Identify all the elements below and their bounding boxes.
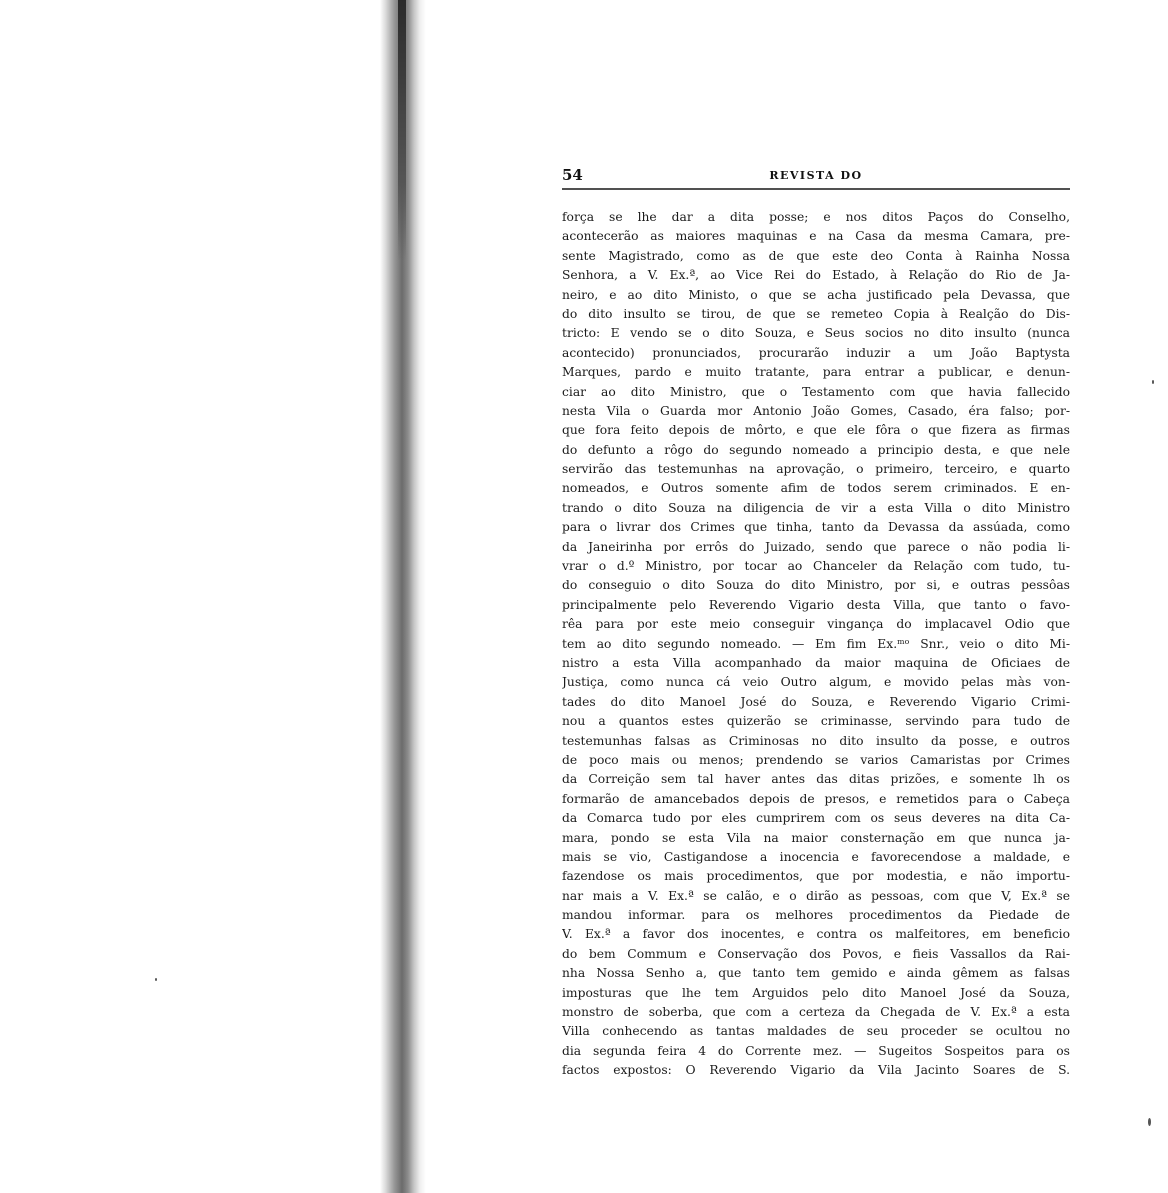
scan-speck [1152,380,1154,384]
text-line: mara, pondo se esta Vila na maior consternação em que nunca ja- [562,830,1070,845]
text-line: testemunhas falsas as Criminosas no dito insulto da posse, e outros [562,733,1070,748]
text-line: rêa para por este meio conseguir vingança do implacavel Odio que [562,617,1070,632]
text-line: V. Ex.ª a favor dos inocentes, e contra os malfeitores, em beneficio [562,927,1070,942]
text-line: força se lhe dar a dita posse; e nos ditos Paços do Conselho, [562,210,1070,224]
text-line: factos expostos: O Reverendo Vigario da Vila Jacinto Soares de S. [562,1063,1070,1078]
text-line: da Comarca tudo por eles cumprirem com os seus deveres na dita Ca- [562,811,1070,826]
text-line: neiro, e ao dito Ministo, o que se acha justificado pela Devassa, que [562,287,1070,302]
text-line: Justiça, como nunca cá veio Outro algum, e movido pelas màs von- [562,675,1070,690]
text-line: acontecerão as maiores maquinas e na Casa da mesma Camara, pre- [562,229,1070,244]
body-text [562,208,1070,1081]
text-line: nha Nossa Senho a, que tanto tem gemido e ainda gêmem as falsas [562,966,1070,981]
text-line: mais se vio, Castigandose a inocencia e favorecendose a maldade, e [562,849,1070,864]
text-line: mandou informar. para os melhores procedimentos da Piedade de [562,908,1070,923]
text-line: tricto: E vendo se o dito Souza, e Seus socios no dito insulto (nunca [562,326,1070,341]
text-line: para o livrar dos Crimes que tinha, tanto da Devassa da assúada, como [562,520,1070,535]
text-line: trando o dito Souza na diligencia de vir a esta Villa o dito Ministro [562,500,1070,515]
book-page [562,162,1070,1081]
text-line: tem ao dito segundo nomeado. — Em fim Ex.ᵐᵒ Snr., veio o dito Mi- [562,636,1070,651]
text-line: nesta Vila o Guarda mor Antonio João Gomes, Casado, éra falso; por- [562,403,1070,418]
scan-speck [155,978,157,981]
text-line: tades do dito Manoel José do Souza, e Reverendo Vigario Crimi- [562,694,1070,709]
text-line: do conseguio o dito Souza do dito Ministro, por si, e outras pessôas [562,578,1070,593]
text-line: que fora feito depois de môrto, e que ele fôra o que fizera as firmas [562,423,1070,438]
running-head: REVISTA DO [769,169,863,182]
text-line: acontecido) pronunciados, procurarão induzir a um João Baptysta [562,345,1070,360]
text-line: nistro a esta Villa acompanhado da maior maquina de Oficiaes de [562,655,1070,670]
page-number: 54 [562,166,583,184]
text-line: fazendose os mais procedimentos, que por modestia, e não importu- [562,869,1070,884]
text-line: sente Magistrado, como as de que este deo Conta à Rainha Nossa [562,248,1070,263]
text-line: principalmente pelo Reverendo Vigario desta Villa, que tanto o favo- [562,597,1070,612]
text-line: da Correição sem tal haver antes das ditas prizões, e somente lh os [562,772,1070,787]
text-line: Marques, pardo e muito tratante, para entrar a publicar, e denun- [562,365,1070,380]
text-line: do dito insulto se tirou, de que se remeteo Copia à Realção do Dis- [562,306,1070,321]
text-line: monstro de soberba, que com a certeza da Chegada de V. Ex.ª a esta [562,1005,1070,1020]
text-line: do defunto a rôgo do segundo nomeado a principio desta, e que nele [562,442,1070,457]
text-line: Senhora, a V. Ex.ª, ao Vice Rei do Estado, à Relação do Rio de Ja- [562,268,1070,283]
text-line: Villa conhecendo as tantas maldades de seu proceder se ocultou no [562,1024,1070,1039]
text-line: formarão de amancebados depois de presos, e remetidos para o Cabeça [562,791,1070,806]
text-line: nou a quantos estes quizerão se criminasse, servindo para tudo de [562,714,1070,729]
text-line: dia segunda feira 4 do Corrente mez. — Sugeitos Sospeitos para os [562,1043,1070,1058]
text-line: vrar o d.º Ministro, por tocar ao Chanceler da Relação com tudo, tu- [562,559,1070,574]
page-header [562,162,1070,188]
text-line: nomeados, e Outros somente afim de todos serem criminados. E en- [562,481,1070,496]
header-rule [562,188,1070,190]
scan-speck [1148,1118,1151,1126]
text-line: nar mais a V. Ex.ª se calão, e o dirão as pessoas, com que V, Ex.ª se [562,888,1070,903]
text-line: servirão das testemunhas na aprovação, o primeiro, terceiro, e quarto [562,462,1070,477]
text-line: da Janeirinha por errôs do Juizado, sendo que parece o não podia li- [562,539,1070,554]
text-line: do bem Commum e Conservação dos Povos, e fieis Vassallos da Rai- [562,946,1070,961]
text-line: ciar ao dito Ministro, que o Testamento com que havia fallecido [562,384,1070,399]
text-line: imposturas que lhe tem Arguidos pelo dito Manoel José da Souza, [562,985,1070,1000]
text-line: de poco mais ou menos; prendendo se varios Camaristas por Crimes [562,752,1070,767]
gutter-shadow [398,0,406,260]
